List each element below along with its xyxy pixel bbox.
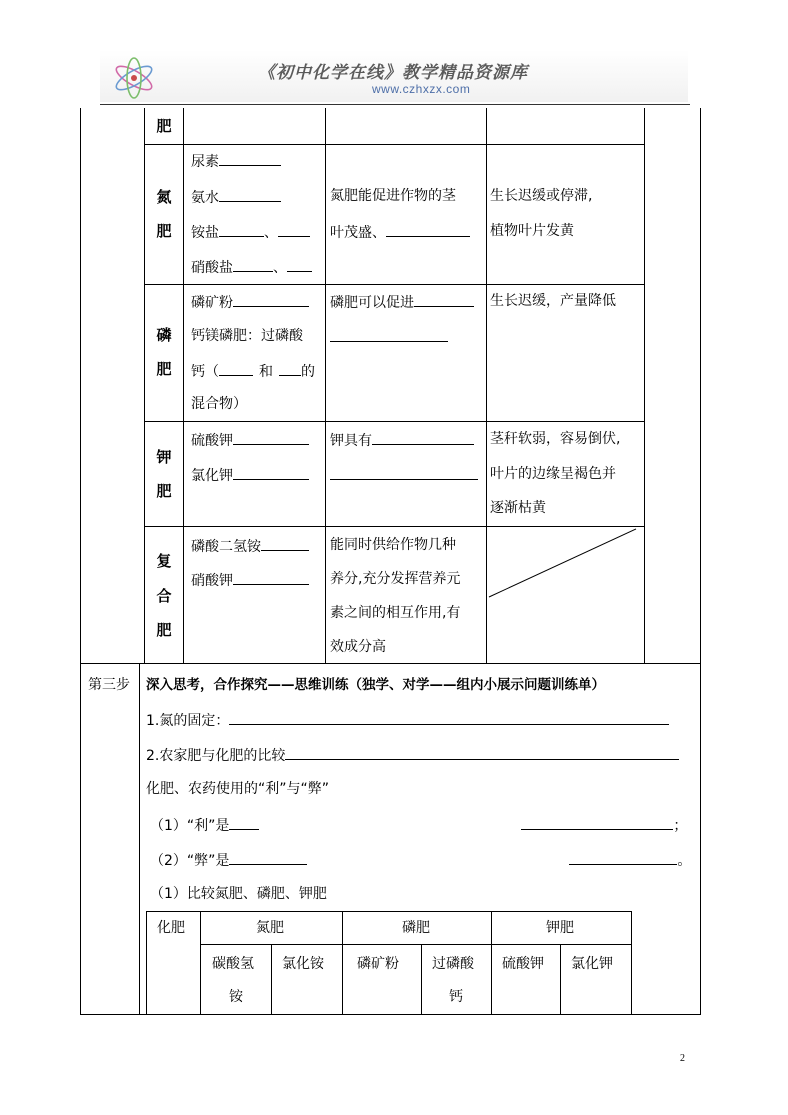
step3-divider (139, 663, 140, 1015)
row-label: 钾 (156, 448, 172, 466)
row-label: 复 (156, 552, 172, 570)
cell-line: 效成分高 (330, 639, 386, 655)
cell-line: 钾具有 (330, 429, 474, 451)
page-number: 2 (680, 1053, 685, 1064)
cell-line: 硝酸钾 (191, 569, 309, 591)
cell-line: 磷肥可以促进 (330, 291, 474, 313)
cell-line: 养分,充分发挥营养元 (330, 571, 461, 587)
compare-table-line (146, 911, 147, 1015)
diagonal-slash (486, 526, 646, 606)
row-label: 合 (156, 587, 172, 605)
cell-line: 尿素 (191, 150, 281, 172)
compare-item: 铵 (229, 989, 243, 1005)
cell-line: 氮肥能促进作物的茎 (330, 188, 456, 204)
fert-row-line (144, 284, 645, 285)
outer-right-border (700, 108, 701, 1015)
step3-top-border (80, 663, 701, 664)
header-title: 《初中化学在线》教学精品资源库 (258, 63, 528, 83)
compare-group: 钾肥 (546, 920, 574, 936)
cell-line: 铵盐 、 (191, 221, 310, 243)
row-label: 肥 (156, 621, 172, 639)
row-label: 肥 (156, 482, 172, 500)
compare-item: 硫酸钾 (502, 956, 544, 972)
outer-left-border (80, 108, 81, 1015)
fert-row-line (144, 144, 645, 145)
question-line: （2）“弊”是 。 (150, 849, 691, 871)
fert-col-line (325, 108, 326, 664)
compare-table-line (200, 911, 201, 1015)
compare-item: 氯化铵 (282, 956, 324, 972)
question-line: 1.氮的固定： (146, 709, 669, 731)
question-line: （1）“利”是 ； (150, 814, 687, 836)
cell-line: 硫酸钾 (191, 429, 309, 451)
compare-table-line (146, 911, 631, 912)
cell-line: 能同时供给作物几种 (330, 537, 456, 553)
compare-table-line (421, 944, 422, 1015)
cell-line: 叶片的边缘呈褐色并 (490, 466, 616, 482)
blank-line (330, 326, 448, 348)
row-label: 氮 (156, 188, 172, 206)
compare-group: 氮肥 (256, 920, 284, 936)
row-label: 肥 (156, 222, 172, 240)
cell-line: 逐渐枯黄 (490, 500, 546, 516)
cell-line: 茎秆软弱，容易倒伏, (490, 431, 621, 447)
compare-corner: 化肥 (157, 920, 185, 936)
cell-line: 磷矿粉 (191, 291, 309, 313)
blank-line (330, 464, 478, 486)
compare-item: 钙 (449, 989, 463, 1005)
compare-table-line (631, 911, 632, 1015)
question-line: （1）比较氮肥、磷肥、钾肥 (150, 886, 327, 902)
outer-bottom-border (80, 1014, 701, 1015)
cell-line: 钙镁磷肥：过磷酸 (191, 328, 303, 344)
step-label: 第三步 (88, 677, 130, 693)
atom-logo-icon (110, 55, 158, 101)
cell-line: 钙（ 和 的 (191, 360, 315, 382)
compare-table-line (200, 944, 631, 945)
cell-line: 植物叶片发黄 (490, 223, 574, 239)
compare-item: 氯化钾 (571, 956, 613, 972)
compare-table-line (271, 944, 272, 1015)
fert-row-line (144, 421, 645, 422)
cell-line: 硝酸盐 、 (191, 256, 312, 278)
cell-line: 素之间的相互作用,有 (330, 605, 461, 621)
compare-table-line (560, 944, 561, 1015)
cell-line: 叶茂盛、 (330, 221, 470, 243)
cell-line: 生长迟缓或停滞, (490, 188, 593, 204)
question-line: 2.农家肥与化肥的比较 (146, 744, 679, 766)
row-label: 磷 (156, 326, 172, 344)
step-title: 深入思考，合作探究——思维训练（独学、对学——组内小展示问题训练单） (146, 677, 605, 693)
compare-group: 磷肥 (402, 920, 430, 936)
cell-line: 氯化钾 (191, 464, 309, 486)
cell-line: 磷酸二氢铵 (191, 535, 309, 557)
header-rule (100, 104, 690, 105)
fert-col-line (183, 108, 184, 664)
compare-item: 过磷酸 (432, 956, 474, 972)
compare-item: 碳酸氢 (212, 956, 254, 972)
row-label: 肥 (156, 117, 172, 135)
cell-line: 生长迟缓，产量降低 (490, 293, 616, 309)
cell-line: 氨水 (191, 186, 281, 208)
compare-item: 磷矿粉 (357, 956, 399, 972)
question-line: 化肥、农药使用的“利”与“弊” (146, 781, 330, 797)
row-label: 肥 (156, 360, 172, 378)
compare-table-line (491, 911, 492, 1015)
compare-table-line (342, 911, 343, 1015)
cell-line: 混合物） (191, 396, 247, 412)
header-url: www.czhxzx.com (372, 82, 471, 96)
fert-col-line (144, 108, 145, 664)
